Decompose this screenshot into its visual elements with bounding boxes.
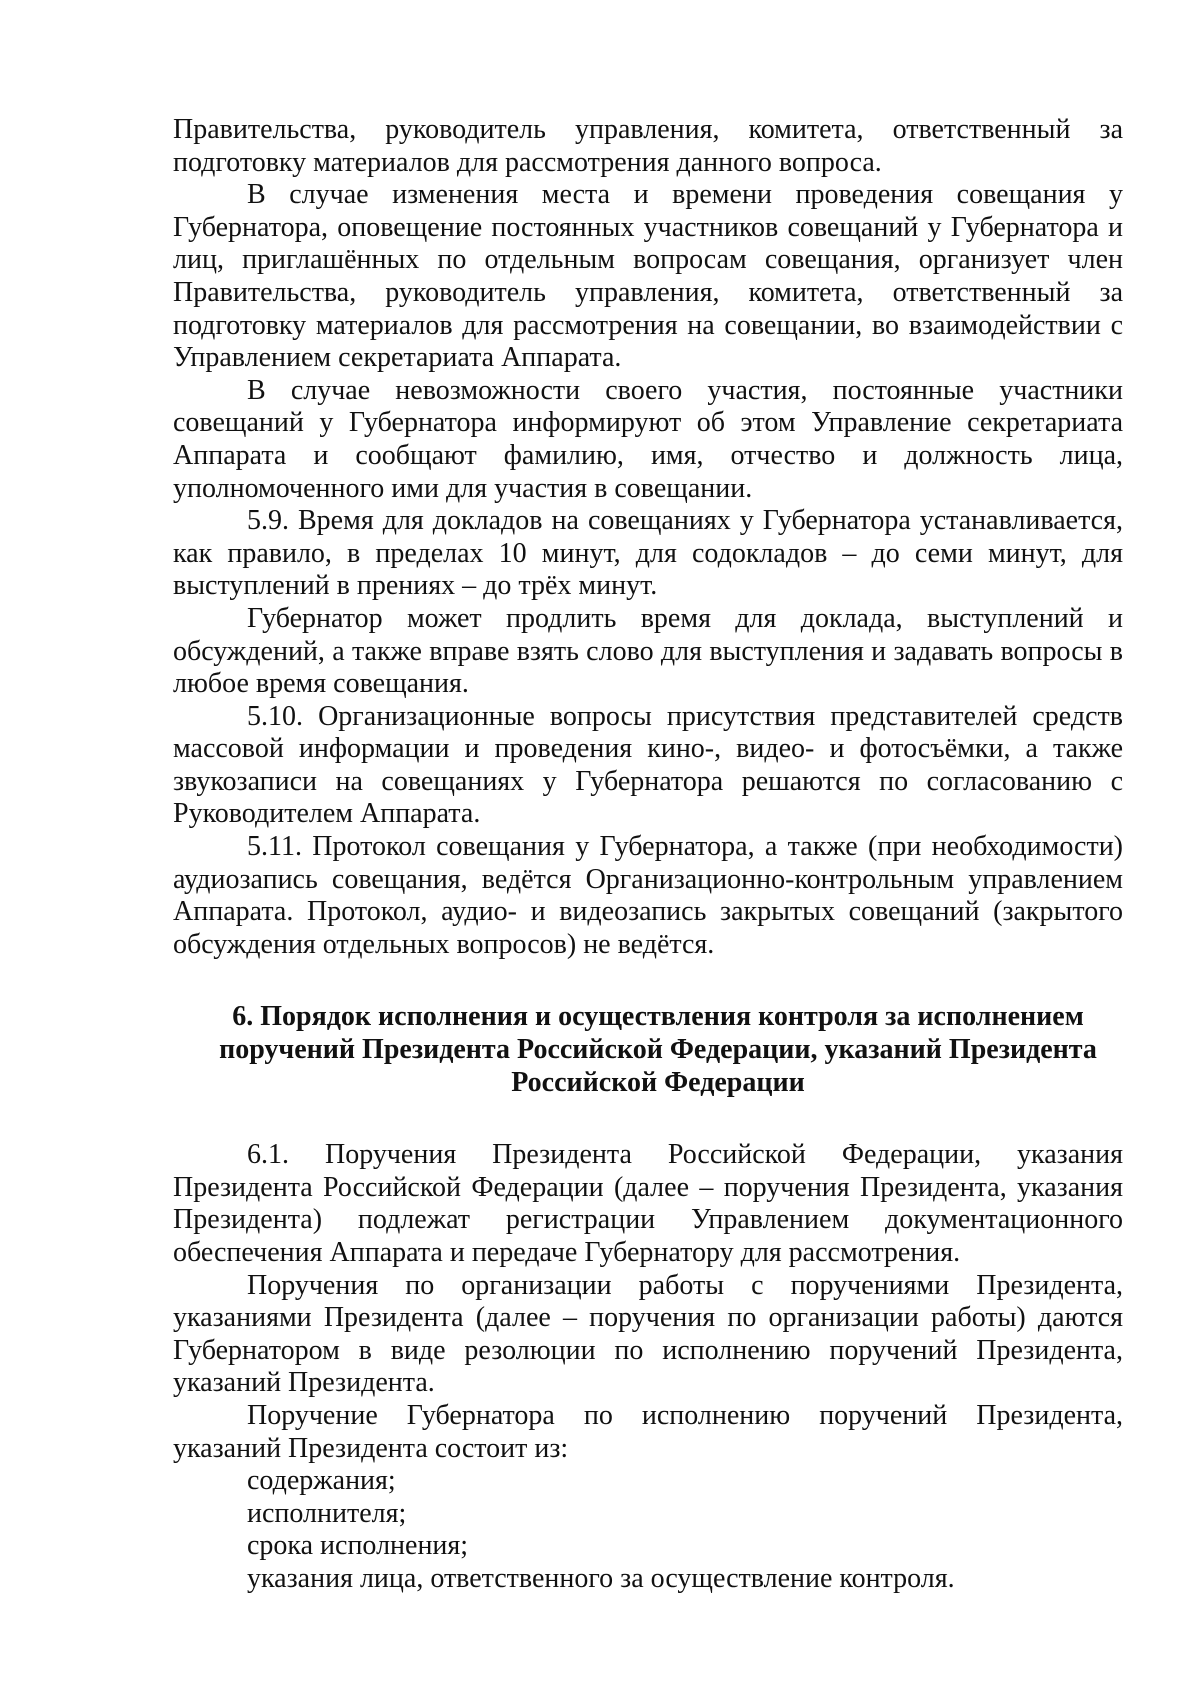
section-6-heading: 6. Порядок исполнения и осуществления контроля за исполнением поручений Президента Российской Федерации, указаний Президента Российской Федерации [219, 1001, 1097, 1098]
paragraph: В случае невозможности своего участия, постоянные участники совещаний у Губернатора информируют об этом Управление секретариата Аппарата и сообщают фамилию, имя, отчество и должность лица, уполномоченного ими для участия в совещании. [173, 374, 1123, 504]
paragraph: Поручение Губернатора по исполнению поручений Президента, указаний Президента состоит из: [173, 1399, 1123, 1464]
list-item: срока исполнения; [247, 1530, 469, 1562]
paragraph: В случае изменения места и времени проведения совещания у Губернатора, оповещение постоянных участников совещаний у Губернатора и лиц, приглашённых по отдельным вопросам совещания, организует член Правительства, руководитель управления, комитета, ответственный за подготовку материалов для рассмотрения на совещании, во взаимодействии с Управлением секретариата Аппарата. [173, 179, 1123, 374]
order-components-list [173, 1465, 1123, 1595]
document-page [173, 114, 1123, 1596]
section-6-body [173, 1139, 1123, 1465]
list-item: содержания; [247, 1465, 396, 1497]
list-item: указания лица, ответственного за осуществление контроля. [247, 1562, 955, 1594]
paragraph: 5.10. Организационные вопросы присутствия представителей средств массовой информации и проведения кино-, видео- и фотосъёмки, а также звукозаписи на совещаниях у Губернатора решаются по согласованию с Руководителем Аппарата. [173, 700, 1123, 830]
paragraph: Губернатор может продлить время для доклада, выступлений и обсуждений, а также вправе взять слово для выступления и задавать вопросы в любое время совещания. [173, 602, 1123, 700]
paragraph: 5.9. Время для докладов на совещаниях у Губернатора устанавливается, как правило, в пределах 10 минут, для содокладов – до семи минут, для выступлений в прениях – до трёх минут. [173, 505, 1123, 602]
list-item: исполнителя; [247, 1497, 407, 1529]
paragraph: 6.1. Поручения Президента Российской Федерации, указания Президента Российской Федерации (далее – поручения Президента, указания Президента) подлежат регистрации Управлением документационного обеспечения Аппарата и передаче Губернатору для рассмотрения. [173, 1139, 1123, 1268]
paragraph: 5.11. Протокол совещания у Губернатора, а также (при необходимости) аудиозапись совещания, ведётся Организационно-контрольным управлением Аппарата. Протокол, аудио- и видеозапись закрытых совещаний (закрытого обсуждения отдельных вопросов) не ведётся. [173, 831, 1123, 960]
section-5-continuation [173, 114, 1123, 961]
paragraph: Поручения по организации работы с поручениями Президента, указаниями Президента (далее – поручения по организации работы) даются Губернатором в виде резолюции по исполнению поручений Президента, указаний Президента. [173, 1269, 1123, 1399]
paragraph: Правительства, руководитель управления, комитета, ответственный за подготовку материалов для рассмотрения данного вопроса. [173, 114, 1123, 178]
